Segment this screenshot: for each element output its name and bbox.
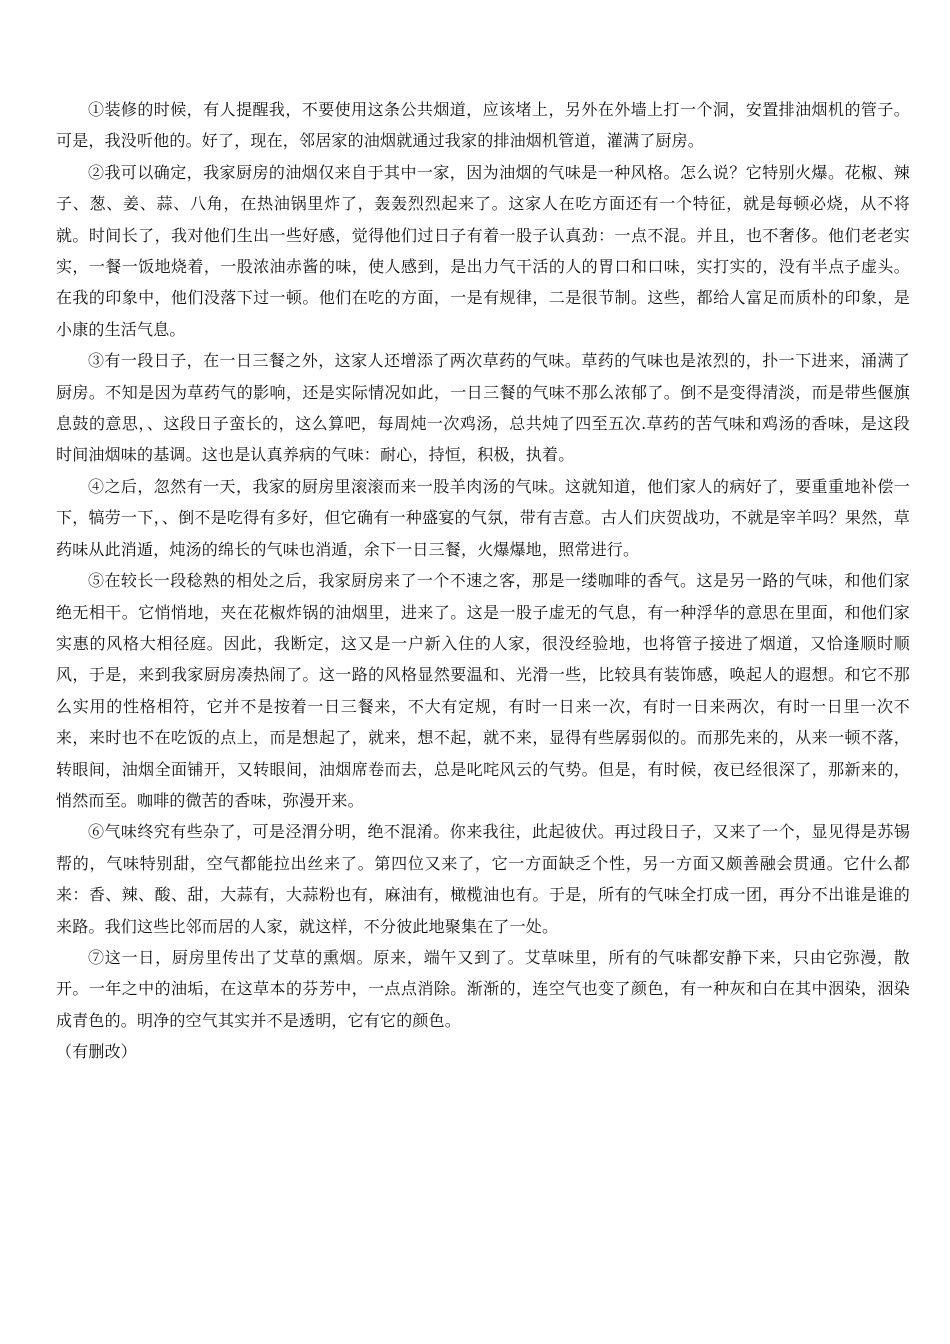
paragraph-2: ②我可以确定，我家厨房的油烟仅来自于其中一家，因为油烟的气味是一种风格。怎么说？它特别火爆。花椒、辣子、葱、姜、蒜、八角，在热油锅里炸了，轰轰烈烈起来了。这家人在吃方面还有一个特征，就是每顿必烧，从不将就。时间长了，我对他们生出一些好感，觉得他们过日子有着一股子认真劲：一点不混。并且，也不奢侈。他们老老实实，一餐一饭地烧着，一股浓油赤酱的味，使人感到，是出力气干活的人的胃口和口味，实打实的，没有半点子虚头。在我的印象中，他们没落下过一顿。他们在吃的方面，一是有规律，二是很节制。这些，都给人富足而质朴的印象，是小康的生活气息。 (56, 162, 910, 339)
paragraph-3: ③有一段日子，在一日三餐之外，这家人还增添了两次草药的气味。草药的气味也是浓烈的，扑一下进来，涌满了厨房。不知是因为草药气的影响，还是实际情况如此，一日三餐的气味不那么浓郁了。倒不是变得清淡，而是带些偃旗息鼓的意思，、这段日子蛮长的，这么算吧，每周炖一次鸡汤，总共炖了四至五次.草药的苦气味和鸡汤的香味，是这段时间油烟味的基调。这也是认真养病的气味：耐心，持恒，积极，执着。 (56, 351, 910, 465)
paragraph-6: ⑥气味终究有些杂了，可是泾渭分明，绝不混淆。你来我往，此起彼伏。再过段日子，又来了一个，显见得是苏锡帮的，气味特别甜，空气都能拉出丝来了。第四位又来了，它一方面缺乏个性，另一方面又颇善融会贯通。它什么都来：香、辣、酸、甜，大蒜有，大蒜粉也有，麻油有，橄榄油也有。于是，所有的气味全打成一团，再分不出谁是谁的来路。我们这些比邻而居的人家，就这样，不分彼此地聚集在了一处。 (56, 822, 910, 936)
paragraph-1: ①装修的时候，有人提醒我，不要使用这条公共烟道，应该堵上，另外在外墙上打一个洞，安置排油烟机的管子。可是，我没听他的。好了，现在，邻居家的油烟就通过我家的排油烟机管道，灌满了厨房。 (56, 100, 910, 151)
paragraph-5: ⑤在较长一段稔熟的相处之后，我家厨房来了一个不速之客，那是一缕咖啡的香气。这是另一路的气味，和他们家绝无相干。它悄悄地，夹在花椒炸锅的油烟里，进来了。这是一股子虚无的气息，有一种浮华的意思在里面，和他们家实惠的风格大相径庭。因此，我断定，这又是一户新入住的人家，很没经验地，也将管子接进了烟道，又恰逢顺时顺风，于是，来到我家厨房凑热闹了。这一路的风格显然要温和、光滑一些，比较具有装饰感，唤起人的遐想。和它不那么实用的性格相符，它并不是按着一日三餐来，不大有定规，有时一日来一次，有时一日来两次，有时一日里一次不来，来时也不在吃饭的点上，而是想起了，就来，想不起，就不来，显得有些孱弱似的。而那先来的，从来一顿不落，转眼间，油烟全面铺开，又转眼间，油烟席卷而去，总是叱咤风云的气势。但是，有时候，夜已经很深了，那新来的，悄然而至。咖啡的微苦的香味，弥漫开来。 (56, 571, 910, 810)
abridged-note: （有删改） (56, 1042, 138, 1062)
paragraph-4: ④之后，忽然有一天，我家的厨房里滚滚而来一股羊肉汤的气味。这就知道，他们家人的病好了，要重重地补偿一下，犒劳一下，、倒不是吃得有多好，但它确有一种盛宴的气氛，带有吉意。古人们庆贺战功，不就是宰羊吗？果然，草药味从此消遁，炖汤的绵长的气味也消遁，余下一日三餐，火爆爆地，照常进行。 (56, 476, 910, 559)
document-page (56, 94, 910, 1068)
paragraph-7: ⑦这一日，厨房里传出了艾草的熏烟。原来，端午又到了。艾草味里，所有的气味都安静下来，只由它弥漫，散开。一年之中的油垢，在这草本的芬芳中，一点点消除。渐渐的，连空气也变了颜色，有一种灰和白在其中洇染，洇染成青色的。明净的空气其实并不是透明，它有它的颜色。 (56, 947, 910, 1030)
